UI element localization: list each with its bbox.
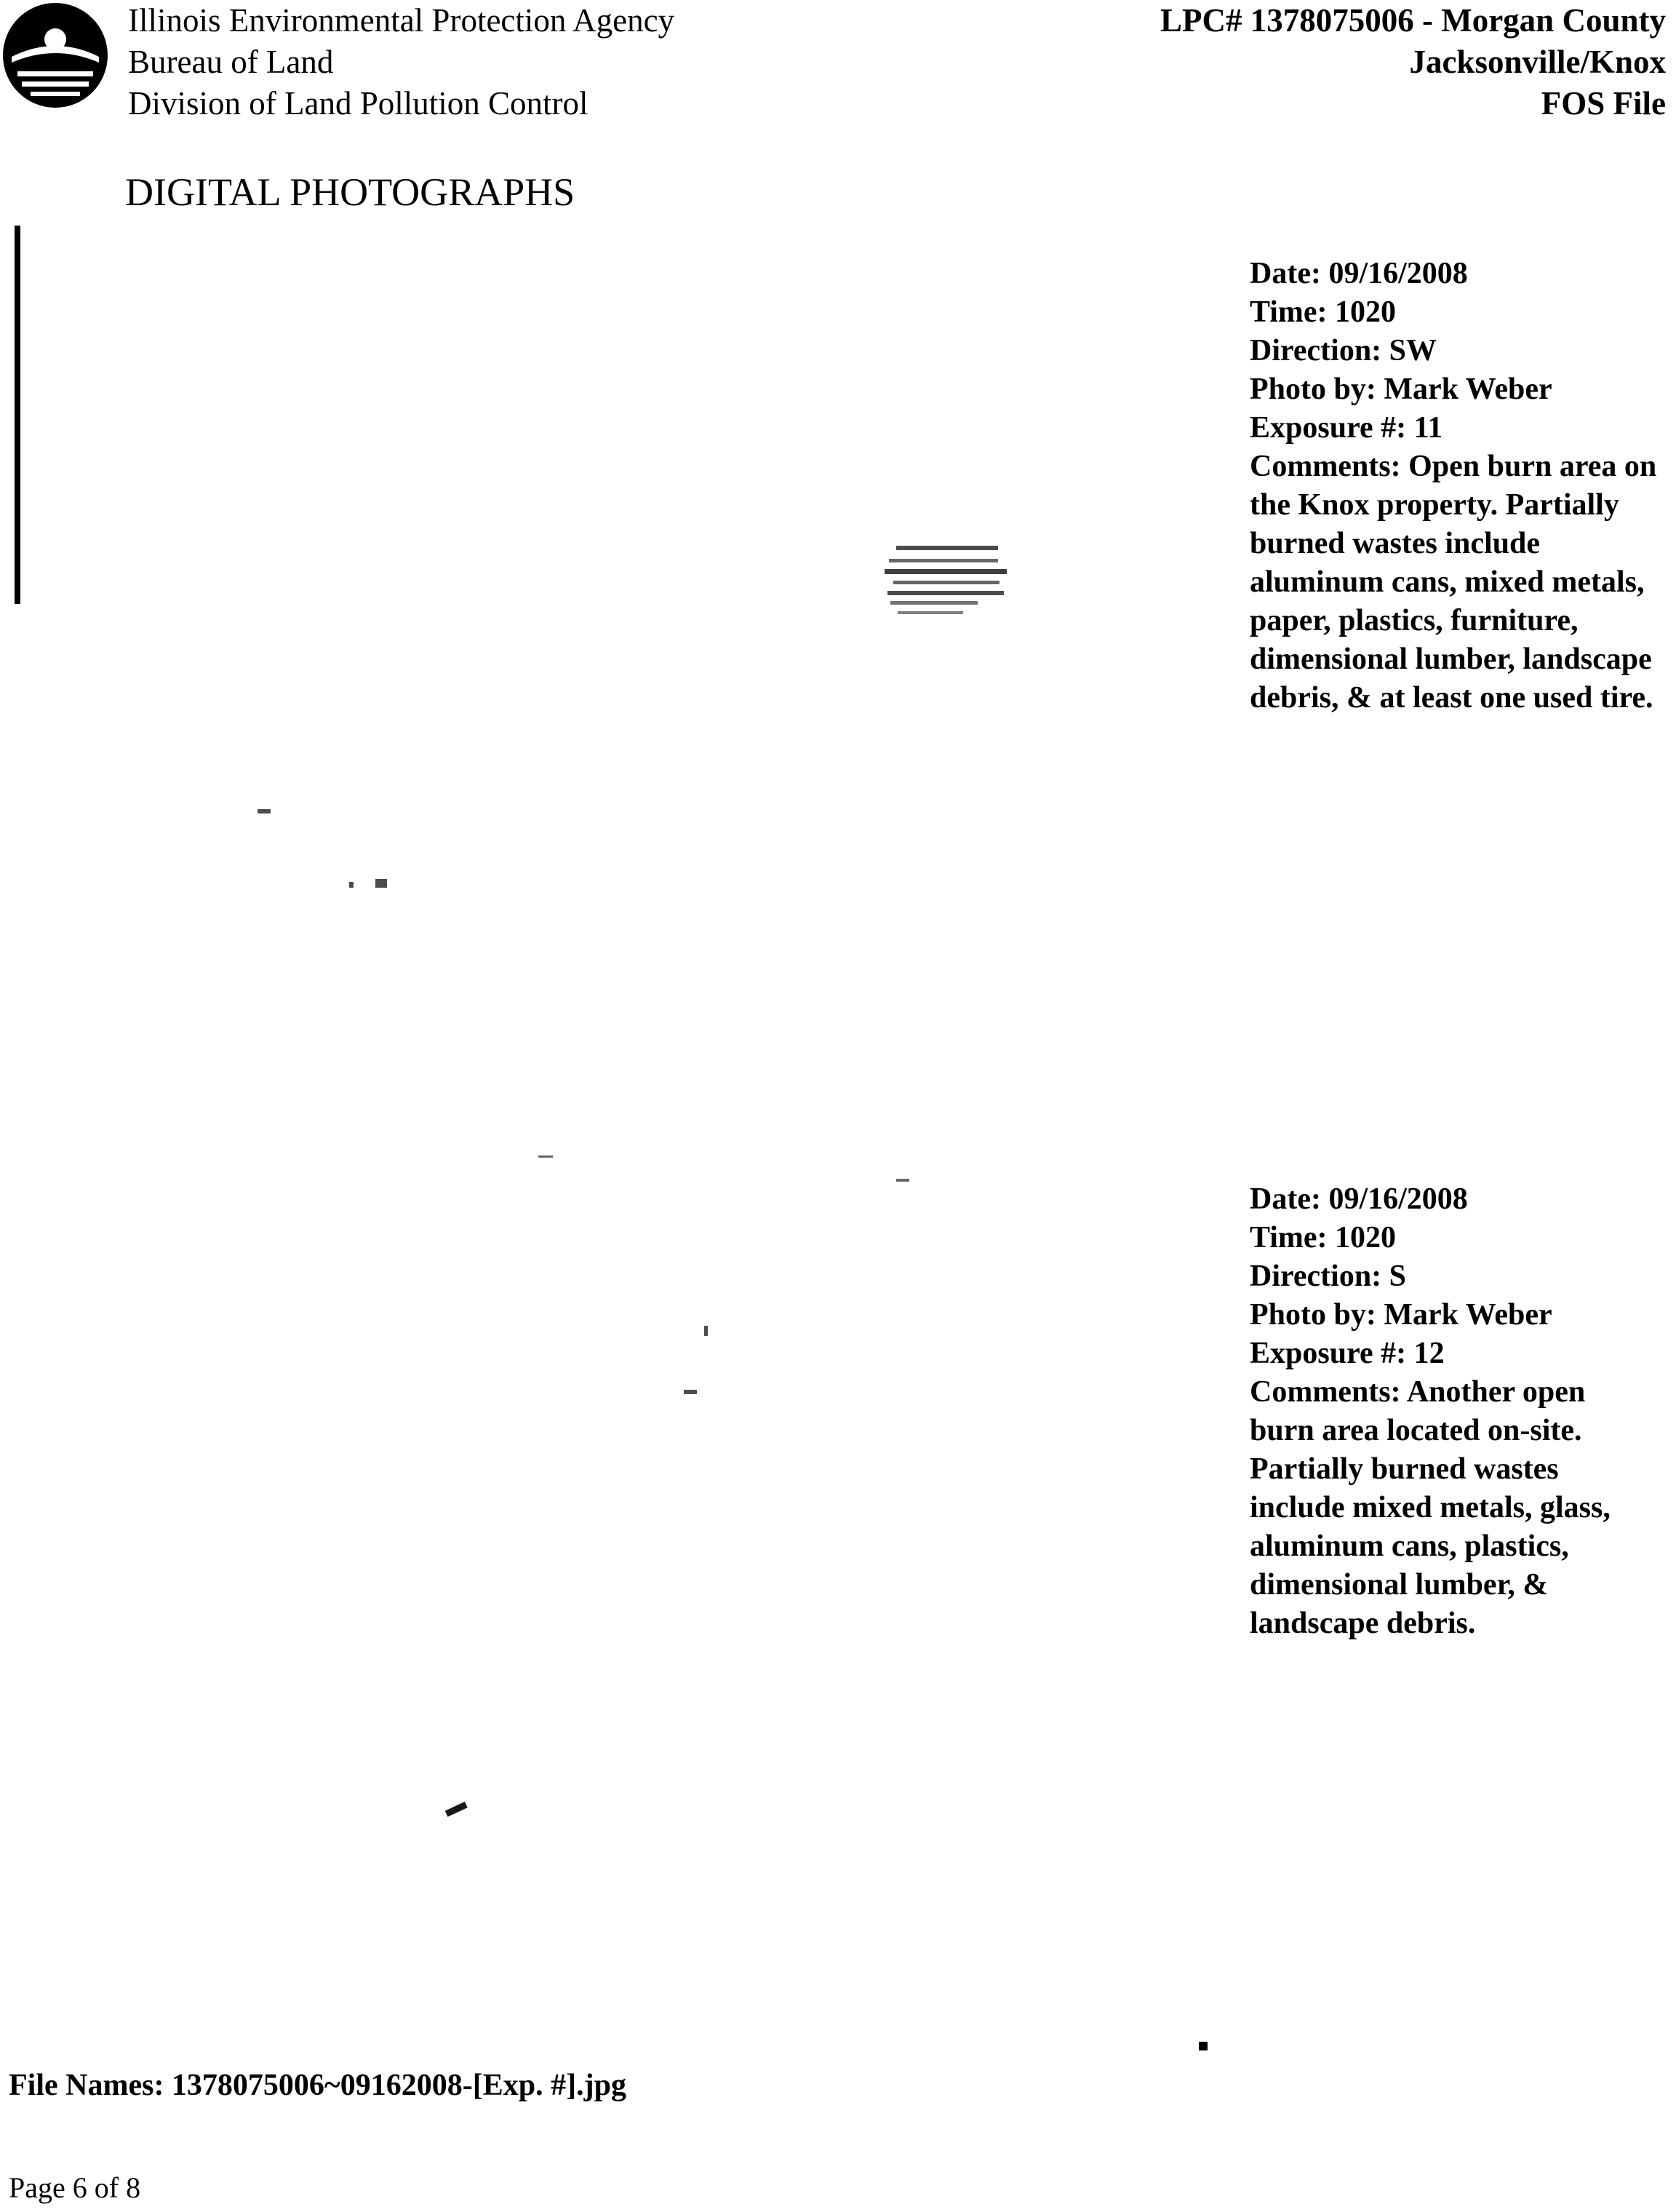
file-names: File Names: 1378075006~09162008-[Exp. #].jpg bbox=[9, 2069, 626, 2102]
photo-direction: Direction: S bbox=[1250, 1260, 1407, 1293]
photo-time: Time: 1020 bbox=[1250, 1221, 1397, 1254]
document-title: DIGITAL PHOTOGRAPHS bbox=[125, 170, 575, 214]
photo-time: Time: 1020 bbox=[1250, 295, 1397, 329]
file-type: FOS File bbox=[1541, 85, 1666, 122]
photo-exposure: Exposure #: 12 bbox=[1250, 1337, 1445, 1370]
photo-exposure-11 bbox=[29, 233, 1193, 1106]
site-header bbox=[1160, 0, 1666, 124]
photo-date: Date: 09/16/2008 bbox=[1250, 1182, 1468, 1216]
bureau-name: Bureau of Land bbox=[128, 44, 334, 80]
photo-photographer: Photo by: Mark Weber bbox=[1250, 373, 1552, 406]
photo-caption-12 bbox=[1250, 1180, 1657, 1643]
iepa-logo bbox=[1, 1, 109, 109]
photo-comments: Comments: Another open burn area located on-site. Partially burned wastes include mixed metals, glass, aluminum cans, plastics, dimensional lumber, & landscape debris. bbox=[1250, 1375, 1611, 1640]
photo-exposure-12 bbox=[29, 1150, 1193, 2023]
photo-photographer: Photo by: Mark Weber bbox=[1250, 1298, 1552, 1332]
photo-direction: Direction: SW bbox=[1250, 334, 1437, 367]
photo-exposure: Exposure #: 11 bbox=[1250, 411, 1443, 445]
division-name: Division of Land Pollution Control bbox=[128, 85, 588, 122]
photo-artifacts bbox=[29, 1150, 1193, 2023]
photo-date: Date: 09/16/2008 bbox=[1250, 257, 1468, 290]
agency-name: Illinois Environmental Protection Agency bbox=[128, 2, 675, 39]
scan-speck bbox=[1199, 2042, 1208, 2050]
photo-comments: Comments: Open burn area on the Knox property. Partially burned wastes include aluminum cans, mixed metals, paper, plastics, furniture, dimensional lumber, landscape debris, & at least one used tire. bbox=[1250, 450, 1657, 715]
photo-artifacts bbox=[29, 233, 1193, 1106]
margin-rule bbox=[15, 226, 20, 604]
page-number: Page 6 of 8 bbox=[9, 2171, 141, 2204]
photo-caption-11 bbox=[1250, 255, 1657, 717]
lpc-number: LPC# 1378075006 - Morgan County bbox=[1160, 2, 1666, 39]
site-name: Jacksonville/Knox bbox=[1409, 44, 1666, 80]
agency-header bbox=[128, 0, 674, 124]
